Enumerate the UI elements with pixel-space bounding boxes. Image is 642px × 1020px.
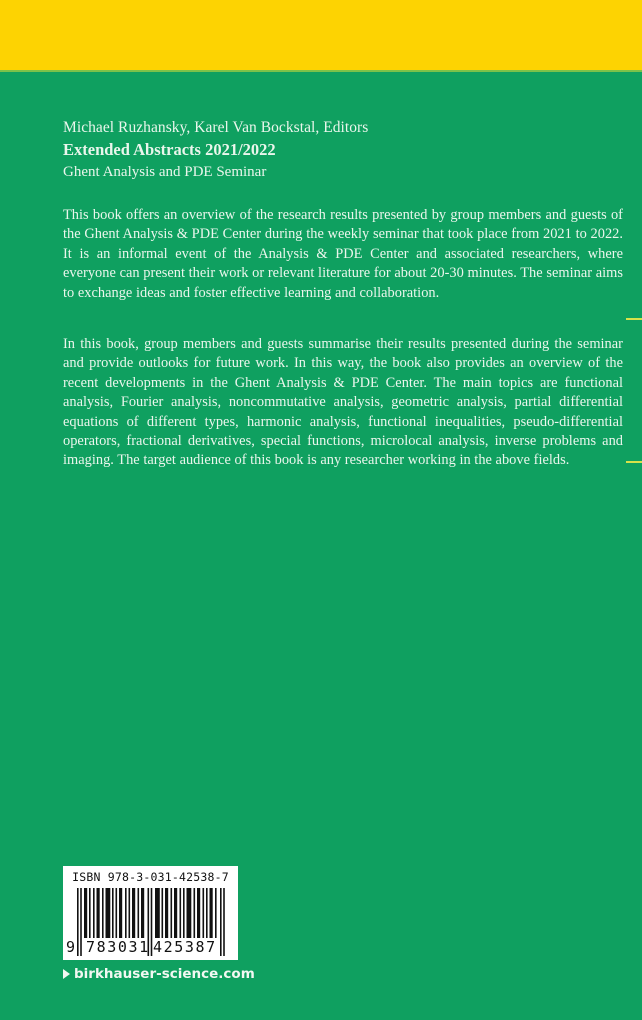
publisher-website-label: birkhauser-science.com <box>74 966 255 982</box>
isbn-barcode <box>63 866 238 960</box>
book-title: Extended Abstracts 2021/2022 <box>63 140 276 159</box>
barcode-digit-group-2: 425387 <box>153 938 217 956</box>
barcode-digit-lead: 9 <box>66 938 76 956</box>
barcode-digit-group-1: 783031 <box>86 938 150 956</box>
edge-tick-mark <box>626 461 642 463</box>
isbn-label: ISBN 978-3-031-42538-7 <box>72 870 229 884</box>
publisher-website-link[interactable] <box>63 966 255 982</box>
book-subtitle: Ghent Analysis and PDE Seminar <box>63 164 267 180</box>
editors-line: Michael Ruzhansky, Karel Van Bockstal, Editors <box>63 119 369 136</box>
barcode-digits <box>63 938 238 958</box>
top-yellow-band <box>0 0 642 72</box>
arrow-right-icon <box>63 969 70 979</box>
edge-tick-mark <box>626 318 642 320</box>
description-paragraph-1: This book offers an overview of the research results presented by group members and guests of the Ghent Analysis & PDE Center during the weekly seminar that took place from 2021 to 2022. It is an informal event of the Analysis & PDE Center and associated researchers, where everyone can present their work or relevant literature for about 20-30 minutes. The seminar aims to exchange ideas and foster effective learning and collaboration. <box>63 207 623 301</box>
description-paragraph-2: In this book, group members and guests summarise their results presented during the seminar and provide outlooks for future work. In this way, the book also provides an overview of the recent developments in the Ghent Analysis & PDE Center. The main topics are functional analysis, Fourier analysis, noncommutative analysis, geometric analysis, partial differential equations of different types, harmonic analysis, functional inequalities, pseudo-differential operators, fractional derivatives, special functions, microlocal analysis, inverse problems and imaging. The target audience of this book is any researcher working in the above fields. <box>63 336 623 469</box>
